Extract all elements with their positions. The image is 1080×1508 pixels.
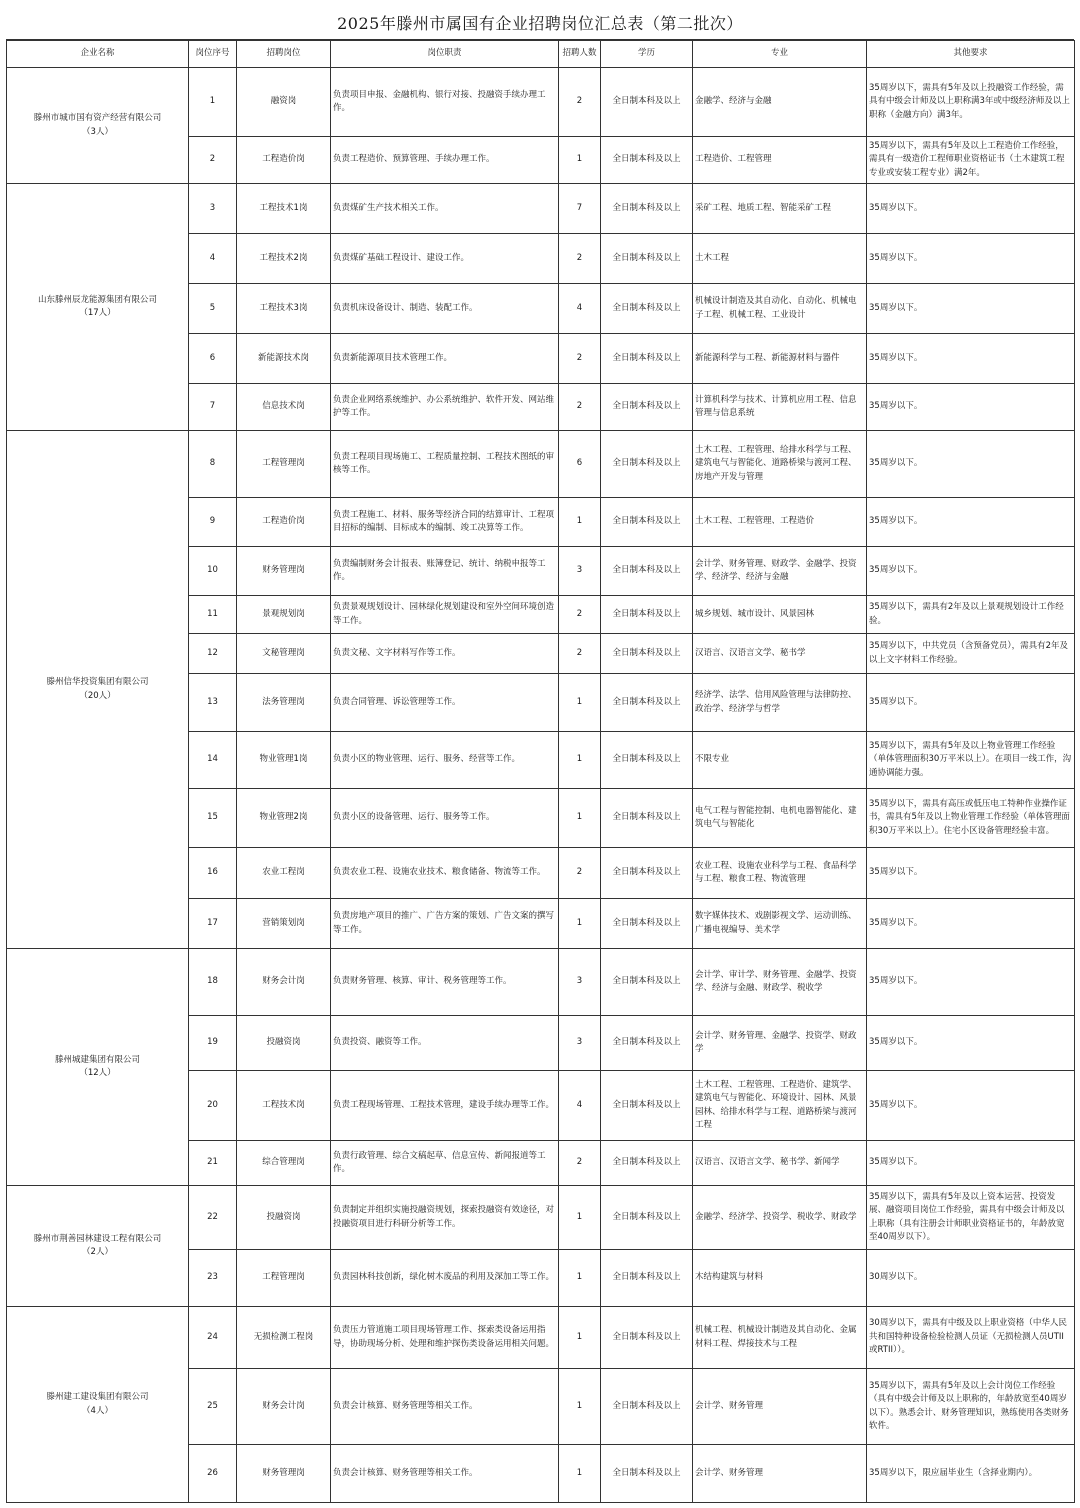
- post-education: 全日制本科及以上: [601, 1369, 693, 1445]
- post-number: 21: [189, 1141, 237, 1186]
- post-headcount: 2: [559, 848, 601, 899]
- post-major: 计算机科学与技术、计算机应用工程、信息管理与信息系统: [693, 384, 867, 431]
- post-other-requirements: 35周岁以下，需具有5年及以上物业管理工作经验（单体管理面积30万平米以上）。在项目一线工作，沟通协调能力强。: [867, 732, 1075, 789]
- post-major: 会计学、审计学、财务管理、金融学、投资学、经济与金融、财政学、税收学: [693, 949, 867, 1016]
- post-major: 土木工程: [693, 234, 867, 284]
- post-education: 全日制本科及以上: [601, 1186, 693, 1250]
- post-education: 全日制本科及以上: [601, 284, 693, 334]
- post-headcount: 1: [559, 1445, 601, 1503]
- post-major: 农业工程、设施农业科学与工程、食品科学与工程、粮食工程、物流管理: [693, 848, 867, 899]
- post-major: 不限专业: [693, 732, 867, 789]
- post-headcount: 2: [559, 1141, 601, 1186]
- header-duty: 岗位职责: [331, 41, 559, 68]
- post-education: 全日制本科及以上: [601, 334, 693, 384]
- post-education: 全日制本科及以上: [601, 1071, 693, 1141]
- table-row: [7, 431, 1075, 498]
- post-headcount: 2: [559, 596, 601, 634]
- post-name: 财务会计岗: [237, 1369, 331, 1445]
- post-headcount: 3: [559, 1016, 601, 1071]
- post-major: 土木工程、工程管理、工程造价: [693, 498, 867, 547]
- post-name: 工程技术3岗: [237, 284, 331, 334]
- post-education: 全日制本科及以上: [601, 732, 693, 789]
- recruitment-table: [6, 40, 1075, 1503]
- post-other-requirements: 35周岁以下。: [867, 284, 1075, 334]
- post-major: 汉语言、汉语言文学、秘书学: [693, 634, 867, 674]
- post-name: 财务管理岗: [237, 547, 331, 596]
- post-other-requirements: 35周岁以下，需具有5年及以上会计岗位工作经验（具有中级会计师及以上职称的，年龄放宽至40周岁以下）。熟悉会计、财务管理知识，熟练使用各类财务软件。: [867, 1369, 1075, 1445]
- post-name: 农业工程岗: [237, 848, 331, 899]
- post-headcount: 3: [559, 949, 601, 1016]
- post-major: 汉语言、汉语言文学、秘书学、新闻学: [693, 1141, 867, 1186]
- post-duty: 负责工程施工、材料、服务等经济合同的结算审计、工程项目招标的编制、目标成本的编制、竣工决算等工作。: [331, 498, 559, 547]
- post-other-requirements: 35周岁以下。: [867, 848, 1075, 899]
- post-number: 9: [189, 498, 237, 547]
- company-name: 滕州城建集团有限公司: [54, 1054, 140, 1065]
- post-duty: 负责行政管理、综合文稿起草、信息宣传、新闻报道等工作。: [331, 1141, 559, 1186]
- document-sheet: [6, 8, 1074, 1503]
- post-duty: 负责新能源项目技术管理工作。: [331, 334, 559, 384]
- post-number: 15: [189, 789, 237, 848]
- post-number: 24: [189, 1307, 237, 1369]
- post-headcount: 1: [559, 732, 601, 789]
- post-other-requirements: 35周岁以下，需具有5年及以上投融资工作经验，需具有中级会计师及以上职称满3年或中级经济师及以上职称（金融方向）满3年。: [867, 68, 1075, 137]
- company-headcount: （2人）: [82, 1247, 113, 1257]
- post-other-requirements: 35周岁以下。: [867, 498, 1075, 547]
- post-education: 全日制本科及以上: [601, 899, 693, 949]
- post-name: 融资岗: [237, 68, 331, 137]
- company-cell: [7, 184, 189, 431]
- company-cell: [7, 1186, 189, 1307]
- post-education: 全日制本科及以上: [601, 431, 693, 498]
- post-number: 18: [189, 949, 237, 1016]
- company-headcount: （12人）: [79, 1068, 116, 1078]
- post-other-requirements: 30周岁以下，需具有中级及以上职业资格（中华人民共和国特种设备检验检测人员证（无损检测人员UTII或RTII））。: [867, 1307, 1075, 1369]
- post-number: 25: [189, 1369, 237, 1445]
- post-headcount: 3: [559, 547, 601, 596]
- post-headcount: 2: [559, 334, 601, 384]
- post-duty: 负责景观规划设计、园林绿化规划建设和室外空间环境创造等工作。: [331, 596, 559, 634]
- post-major: 土木工程、工程管理、工程造价、建筑学、建筑电气与智能化、环境设计、园林、风景园林、给排水科学与工程、道路桥梁与渡河工程: [693, 1071, 867, 1141]
- post-headcount: 2: [559, 68, 601, 137]
- post-education: 全日制本科及以上: [601, 1307, 693, 1369]
- post-number: 2: [189, 137, 237, 184]
- company-name: 山东滕州辰龙能源集团有限公司: [37, 294, 157, 305]
- post-name: 法务管理岗: [237, 674, 331, 732]
- post-name: 综合管理岗: [237, 1141, 331, 1186]
- post-name: 信息技术岗: [237, 384, 331, 431]
- post-headcount: 2: [559, 634, 601, 674]
- company-headcount: （3人）: [82, 126, 113, 137]
- post-headcount: 1: [559, 789, 601, 848]
- post-major: 会计学、财务管理、金融学、投资学、财政学: [693, 1016, 867, 1071]
- table-row: [7, 1307, 1075, 1369]
- post-number: 13: [189, 674, 237, 732]
- header-other-requirements: 其他要求: [867, 41, 1075, 68]
- post-other-requirements: 35周岁以下，需具有2年及以上景观规划设计工作经验。: [867, 596, 1075, 634]
- post-name: 工程技术1岗: [237, 184, 331, 234]
- post-other-requirements: 35周岁以下。: [867, 384, 1075, 431]
- post-other-requirements: 35周岁以下。: [867, 184, 1075, 234]
- post-other-requirements: 35周岁以下。: [867, 1071, 1075, 1141]
- post-duty: 负责小区的物业管理、运行、服务、经营等工作。: [331, 732, 559, 789]
- post-education: 全日制本科及以上: [601, 1445, 693, 1503]
- post-other-requirements: 35周岁以下，需具有5年及以上工程造价工作经验，需具有一级造价工程师职业资格证书（土木建筑工程专业或安装工程专业）满2年。: [867, 137, 1075, 184]
- post-number: 4: [189, 234, 237, 284]
- post-other-requirements: 35周岁以下。: [867, 899, 1075, 949]
- post-education: 全日制本科及以上: [601, 789, 693, 848]
- company-headcount: （20人）: [79, 690, 116, 701]
- post-major: 工程造价、工程管理: [693, 137, 867, 184]
- company-name: 滕州市城市国有资产经营有限公司: [33, 113, 162, 123]
- post-other-requirements: 35周岁以下。: [867, 1141, 1075, 1186]
- company-cell: [7, 1307, 189, 1503]
- post-education: 全日制本科及以上: [601, 949, 693, 1016]
- header-post: 招聘岗位: [237, 41, 331, 68]
- post-other-requirements: 35周岁以下，中共党员（含预备党员），需具有2年及以上文字材料工作经验。: [867, 634, 1075, 674]
- post-duty: 负责制定并组织实施投融资规划，探索投融资有效途径，对投融资项目进行科研分析等工作。: [331, 1186, 559, 1250]
- post-name: 投融资岗: [237, 1186, 331, 1250]
- post-number: 1: [189, 68, 237, 137]
- post-other-requirements: 35周岁以下。: [867, 234, 1075, 284]
- post-duty: 负责项目申报、金融机构、银行对接、投融资手续办理工作。: [331, 68, 559, 137]
- post-name: 工程管理岗: [237, 1250, 331, 1307]
- post-major: 金融学、经济学、投资学、税收学、财政学: [693, 1186, 867, 1250]
- post-education: 全日制本科及以上: [601, 848, 693, 899]
- post-name: 工程管理岗: [237, 431, 331, 498]
- post-major: 数字媒体技术、戏剧影视文学、运动训练、广播电视编导、美术学: [693, 899, 867, 949]
- post-number: 22: [189, 1186, 237, 1250]
- post-duty: 负责投资、融资等工作。: [331, 1016, 559, 1071]
- company-name: 滕州市荆善园林建设工程有限公司: [33, 1233, 162, 1244]
- header-post-number: 岗位序号: [189, 41, 237, 68]
- header-education: 学历: [601, 41, 693, 68]
- table-row: [7, 184, 1075, 234]
- company-headcount: （17人）: [79, 308, 116, 318]
- post-headcount: 1: [559, 137, 601, 184]
- post-duty: 负责合同管理、诉讼管理等工作。: [331, 674, 559, 732]
- post-education: 全日制本科及以上: [601, 674, 693, 732]
- post-major: 新能源科学与工程、新能源材料与器件: [693, 334, 867, 384]
- header-row: [7, 41, 1075, 68]
- post-headcount: 1: [559, 1250, 601, 1307]
- post-number: 8: [189, 431, 237, 498]
- post-duty: 负责压力管道施工项目现场管理工作、探索类设备运用指导，协助现场分析、处理和维护探伤类设备运用相关问题。: [331, 1307, 559, 1369]
- post-headcount: 2: [559, 234, 601, 284]
- post-education: 全日制本科及以上: [601, 384, 693, 431]
- major-text: 经济学、法学、信用风险管理与法律防控、政治学、经济学与哲学: [695, 690, 857, 714]
- company-headcount: （4人）: [82, 1405, 113, 1416]
- post-major: 会计学、财务管理: [693, 1369, 867, 1445]
- post-duty: 负责会计核算、财务管理等相关工作。: [331, 1445, 559, 1503]
- post-duty: 负责财务管理、核算、审计、税务管理等工作。: [331, 949, 559, 1016]
- post-name: 无损检测工程岗: [237, 1307, 331, 1369]
- table-row: [7, 949, 1075, 1016]
- post-name: 文秘管理岗: [237, 634, 331, 674]
- post-number: 7: [189, 384, 237, 431]
- post-headcount: 1: [559, 1186, 601, 1250]
- post-headcount: 1: [559, 674, 601, 732]
- post-number: 14: [189, 732, 237, 789]
- post-name: 财务管理岗: [237, 1445, 331, 1503]
- post-duty: 负责会计核算、财务管理等相关工作。: [331, 1369, 559, 1445]
- post-major: 土木工程、工程管理、给排水科学与工程、建筑电气与智能化、道路桥梁与渡河工程、房地产开发与管理: [693, 431, 867, 498]
- post-major: 会计学、财务管理、财政学、金融学、投资学、经济学、经济与金融: [693, 547, 867, 596]
- post-name: 投融资岗: [237, 1016, 331, 1071]
- header-company: 企业名称: [7, 41, 189, 68]
- post-duty: 负责工程现场管理、工程技术管理，建设手续办理等工作。: [331, 1071, 559, 1141]
- post-education: 全日制本科及以上: [601, 547, 693, 596]
- company-cell: [7, 949, 189, 1186]
- post-name: 物业管理2岗: [237, 789, 331, 848]
- post-other-requirements: 35周岁以下。: [867, 674, 1075, 732]
- post-name: 景观规划岗: [237, 596, 331, 634]
- post-number: 19: [189, 1016, 237, 1071]
- post-headcount: 1: [559, 1369, 601, 1445]
- post-major: 电气工程与智能控制、电机电器智能化、建筑电气与智能化: [693, 789, 867, 848]
- post-duty: 负责文秘、文字材料写作等工作。: [331, 634, 559, 674]
- post-duty: 负责煤矿基础工程设计、建设工作。: [331, 234, 559, 284]
- post-education: 全日制本科及以上: [601, 498, 693, 547]
- post-major: 金融学、经济与金融: [693, 68, 867, 137]
- post-education: 全日制本科及以上: [601, 234, 693, 284]
- post-number: 11: [189, 596, 237, 634]
- post-duty: 负责园林科技创新，绿化树木废品的利用及深加工等工作。: [331, 1250, 559, 1307]
- header-major: 专业: [693, 41, 867, 68]
- post-duty: 负责房地产项目的推广、广告方案的策划、广告文案的撰写等工作。: [331, 899, 559, 949]
- page-title: 2025年滕州市属国有企业招聘岗位汇总表（第二批次）: [6, 8, 1074, 40]
- post-number: 16: [189, 848, 237, 899]
- post-education: 全日制本科及以上: [601, 1141, 693, 1186]
- post-number: 12: [189, 634, 237, 674]
- company-name: 滕州建工建设集团有限公司: [46, 1392, 149, 1402]
- post-other-requirements: 35周岁以下。: [867, 431, 1075, 498]
- post-number: 10: [189, 547, 237, 596]
- header-headcount: 招聘人数: [559, 41, 601, 68]
- post-education: 全日制本科及以上: [601, 1250, 693, 1307]
- post-education: 全日制本科及以上: [601, 1016, 693, 1071]
- post-duty: 负责工程造价、预算管理、手续办理工作。: [331, 137, 559, 184]
- table-row: [7, 68, 1075, 137]
- post-other-requirements: 30周岁以下。: [867, 1250, 1075, 1307]
- post-duty: 负责农业工程、设施农业技术、粮食储备、物流等工作。: [331, 848, 559, 899]
- post-duty: 负责工程项目现场施工、工程质量控制、工程技术图纸的审核等工作。: [331, 431, 559, 498]
- post-education: 全日制本科及以上: [601, 184, 693, 234]
- post-name: 财务会计岗: [237, 949, 331, 1016]
- post-other-requirements: 35周岁以下，需具有5年及以上资本运营、投资发展、融资项目岗位工作经验，需具有中级会计师及以上职称（具有注册会计师职业资格证书的，年龄放宽至40周岁以下）。: [867, 1186, 1075, 1250]
- post-major: 会计学、财务管理: [693, 1445, 867, 1503]
- company-cell: [7, 68, 189, 184]
- post-duty: 负责小区的设备管理、运行、服务等工作。: [331, 789, 559, 848]
- post-other-requirements: 35周岁以下。: [867, 1016, 1075, 1071]
- post-duty: 负责机床设备设计、制造、装配工作。: [331, 284, 559, 334]
- post-name: 物业管理1岗: [237, 732, 331, 789]
- company-cell: [7, 431, 189, 949]
- post-number: 3: [189, 184, 237, 234]
- post-other-requirements: 35周岁以下，需具有高压或低压电工特种作业操作证书，需具有5年及以上物业管理工作经验（单体管理面积30万平米以上）。住宅小区设备管理经验丰富。: [867, 789, 1075, 848]
- post-other-requirements: 35周岁以下，限应届毕业生（含择业期内）。: [867, 1445, 1075, 1503]
- post-number: 23: [189, 1250, 237, 1307]
- post-number: 20: [189, 1071, 237, 1141]
- post-other-requirements: 35周岁以下。: [867, 949, 1075, 1016]
- post-duty: 负责煤矿生产技术相关工作。: [331, 184, 559, 234]
- post-education: 全日制本科及以上: [601, 596, 693, 634]
- post-headcount: 4: [559, 284, 601, 334]
- post-headcount: 6: [559, 431, 601, 498]
- post-name: 营销策划岗: [237, 899, 331, 949]
- post-headcount: 2: [559, 384, 601, 431]
- post-headcount: 1: [559, 899, 601, 949]
- post-duty: 负责编制财务会计报表、账簿登记、统计、纳税申报等工作。: [331, 547, 559, 596]
- post-headcount: 1: [559, 1307, 601, 1369]
- post-major: 机械工程、机械设计制造及其自动化、金属材料工程、焊接技术与工程: [693, 1307, 867, 1369]
- post-headcount: 4: [559, 1071, 601, 1141]
- post-headcount: 1: [559, 498, 601, 547]
- post-other-requirements: 35周岁以下。: [867, 334, 1075, 384]
- post-number: 6: [189, 334, 237, 384]
- post-major: 采矿工程、地质工程、智能采矿工程: [693, 184, 867, 234]
- post-name: 工程技术2岗: [237, 234, 331, 284]
- post-duty: 负责企业网络系统维护、办公系统维护、软件开发、网站维护等工作。: [331, 384, 559, 431]
- post-number: 17: [189, 899, 237, 949]
- post-name: 工程造价岗: [237, 137, 331, 184]
- post-education: 全日制本科及以上: [601, 137, 693, 184]
- post-number: 5: [189, 284, 237, 334]
- post-major: 城乡规划、城市设计、风景园林: [693, 596, 867, 634]
- post-name: 工程造价岗: [237, 498, 331, 547]
- post-name: 新能源技术岗: [237, 334, 331, 384]
- post-name: 工程技术岗: [237, 1071, 331, 1141]
- post-major: 木结构建筑与材料: [693, 1250, 867, 1307]
- post-education: 全日制本科及以上: [601, 634, 693, 674]
- post-number: 26: [189, 1445, 237, 1503]
- post-major: [693, 674, 867, 732]
- post-other-requirements: 35周岁以下。: [867, 547, 1075, 596]
- table-row: [7, 1186, 1075, 1250]
- post-major: 机械设计制造及其自动化、自动化、机械电子工程、机械工程、工业设计: [693, 284, 867, 334]
- post-education: 全日制本科及以上: [601, 68, 693, 137]
- company-name: 滕州信华投资集团有限公司: [46, 677, 149, 687]
- post-headcount: 7: [559, 184, 601, 234]
